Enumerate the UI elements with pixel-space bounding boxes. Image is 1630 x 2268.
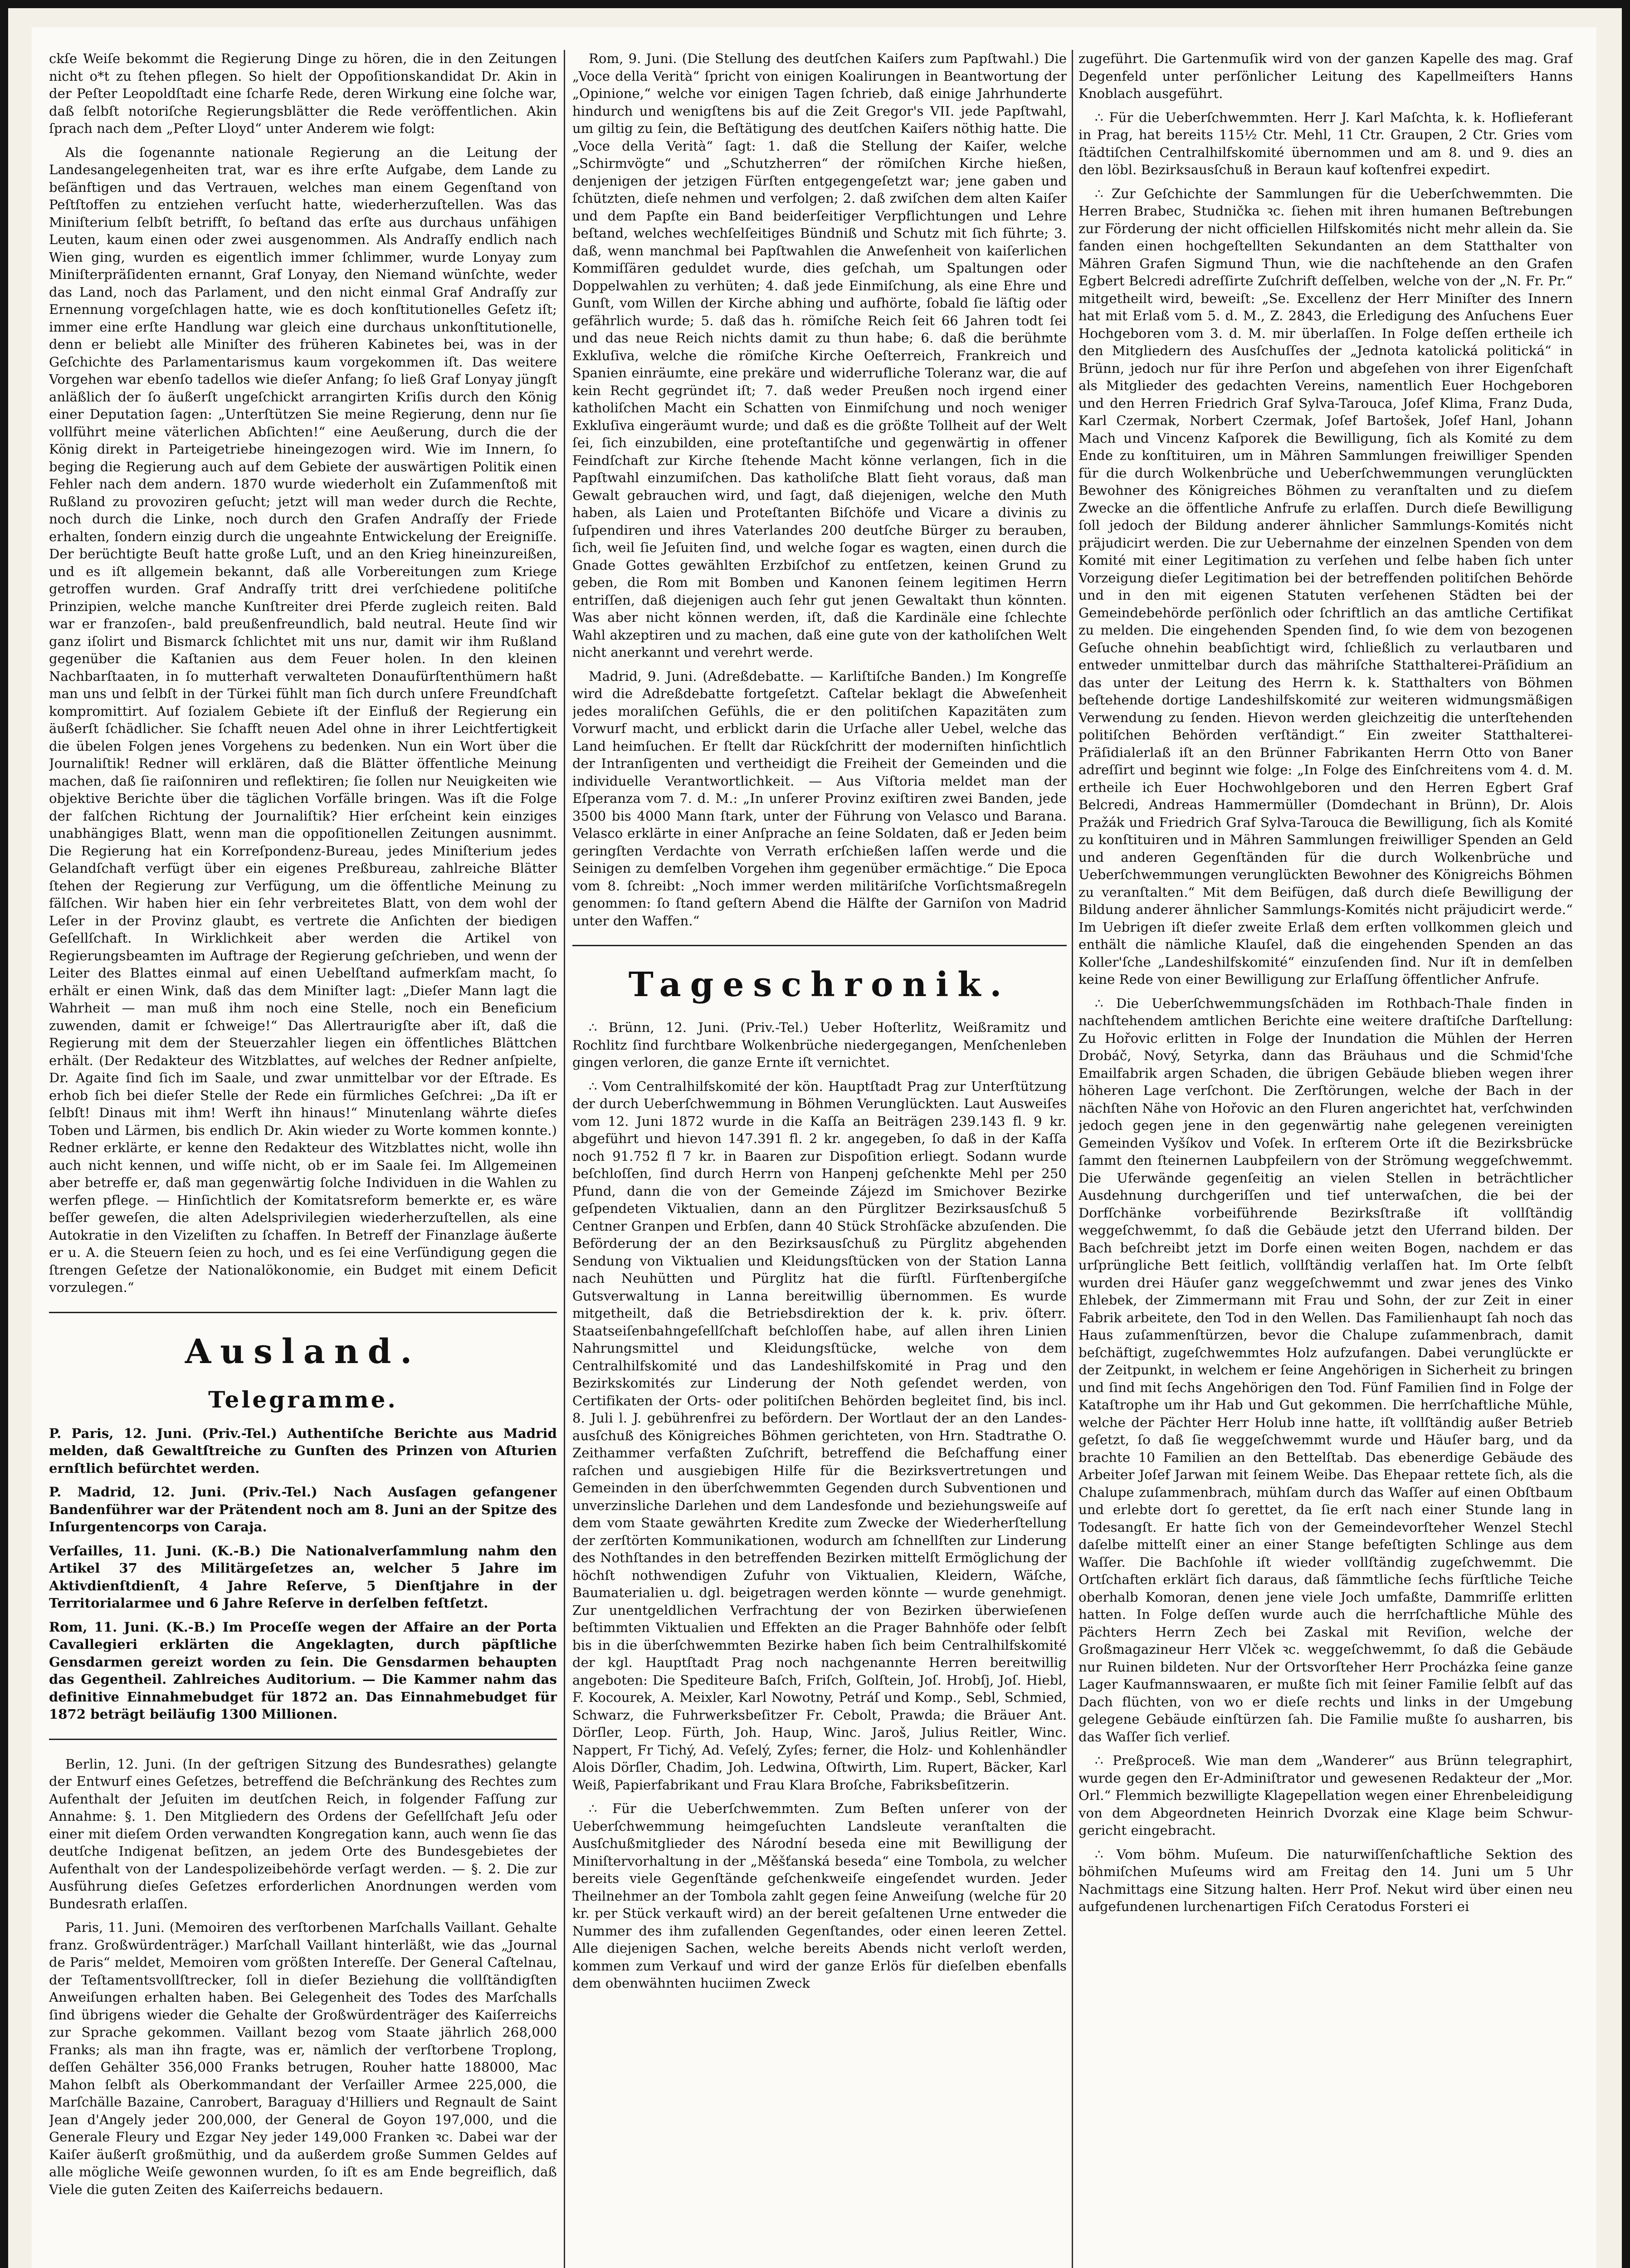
article-paragraph: zugeführt. Die Gartenmuſik wird von der ganzen Kapelle des mag. Graf Degenfeld unter perſönlicher Leitung des Kapellmeiſters Hanns Knoblach ausgeführt. bbox=[1079, 51, 1573, 101]
article-paragraph: Paris, 11. Juni. (Memoiren des verſtorbenen Marſchalls Vaillant. Gehalte franz. Großwürdenträger.) Marſchall Vaillant hinterläßt, wie das „Journal de Paris“ meldet, Memoiren vom größten Intereſſe. Der General Caſtelnau, der Teſtamentsvollſtrecker, ſoll in dieſer Beziehung die vollſtändigſten Anweiſungen erhalten haben. Bei Gelegenheit des Todes des Marſchalls ſind übrigens wieder die Gehalte der Großwürdenträger des Kaiſerreichs zur Sprache gekommen. Vaillant bezog vom Staate jährlich 268,000 Franks; als man ihn fragte, was er, nämlich der verſtorbene Troplong, deſſen Gehälter 356,000 Franks betrugen, Rouher hatte 188000, Mac Mahon ſelbſt als Oberkommandant der Verſailler Armee 225,000, die Marſchälle Bazaine, Canrobert, Baraguay d'Hilliers und Regnault de Saint Jean d'Angely jeder 200,000, der General de Goyon 197,000, und die Generale Fleury und Ezgar Ney jeder 149,000 Franken ꝛc. Dabei war der Kaiſer äußerſt großmüthig, und da außerdem große Summen Geldes auf alle mögliche Weiſe gewonnen wurden, ſo iſt es am Ende begreiflich, daß Viele die guten Zeiten des Kaiſerreichs bedauern. bbox=[49, 1920, 557, 2197]
article-paragraph: P. Madrid, 12. Juni. (Priv.-Tel.) Nach Ausſagen gefangener Bandenführer war der Prätendent noch am 8. Juni an der Spitze des Inſurgentencorps von Caraja. bbox=[49, 1484, 557, 1535]
article-paragraph: Madrid, 9. Juni. (Adreßdebatte. — Karliſtiſche Banden.) Im Kongreſſe wird die Adreßdebatte fortgeſetzt. Caſtelar beklagt die Abweſenheit jedes moraliſchen Gefühls, die er den politiſchen Kapazitäten zum Vorwurf macht, und erblickt darin die Urſache aller Uebel, welche das Land heimſuchen. Er ſtellt dar Rückſchritt der moderniſten hinſichtlich der Intranſigenten und vertheidigt die Freiheit der Gemeinden und die individuelle Verantwortlichkeit. — Aus Viſtoria meldet man der Eſperanza vom 7. d. M.: „In unſerer Provinz exiſtiren zwei Banden, jede 3500 bis 4000 Mann ſtark, unter der Führung von Velasco und Barana. Velasco erklärte in einer Anſprache an ſeine Soldaten, daß er Jeden beim geringſten Verdachte von Verrath erſchießen laſſen werde und die Seinigen zu demſelben Vorgehen ihm gegenüber ermächtige.“ Die Epoca vom 8. ſchreibt: „Noch immer werden militäriſche Vorſichtsmaßregeln genommen: ſo ſtand geſtern Abend die Hälfte der Garniſon von Madrid unter den Waffen.“ bbox=[572, 668, 1067, 929]
article-paragraph: Rom, 11. Juni. (K.-B.) Im Proceſſe wegen der Affaire an der Porta Cavallegieri erklärten die Angeklagten, durch päpſtliche Gensdarmen gereizt worden zu ſein. Die Gensdarmen behaupten das Gegentheil. Zahlreiches Auditorium. — Die Kammer nahm das definitive Einnahmebudget für 1872 an. Das Einnahmebudget für 1872 beträgt beiläufig 1300 Millionen. bbox=[49, 1619, 557, 1722]
section-title-ausland: Ausland. bbox=[185, 1332, 421, 1371]
section-title-tageschronik: Tageschronik. bbox=[628, 965, 1011, 1004]
subsection-title-telegramme: Telegramme. bbox=[208, 1386, 398, 1413]
article-paragraph: ∴ Brünn, 12. Juni. (Priv.-Tel.) Ueber Hoſterlitz, Weißramitz und Rochlitz ſind furchtbare Wolkenbrüche niedergegangen, Menſchenleben gingen verloren, die ganze Ernte iſt vernichtet. bbox=[572, 1020, 1067, 1070]
article-paragraph: ∴ Für die Ueberſchwemmten. Zum Beſten unſerer von der Ueberſchwemmung heimgeſuchten Landsleute veranſtalten die Ausſchußmitglieder des Národní beseda eine mit Bewilligung der Miniſtervorhaltung in der „Měšťanská beseda“ eine Tombola, zu welcher bereits viele Gegenſtände geſchenkweiſe eingeſendet wurden. Jeder Theilnehmer an der Tombola zahlt gegen ſeine Anweiſung (welche für 20 kr. per Stück verkauft wird) an der bereit geſaltenen Urne entweder die Nummer des ihm zufallenden Gegenſtandes, oder einen leeren Zettel. Alle diejenigen Sachen, welche bereits Abends nicht verloſt werden, kommen zum Verkauf und wird der ganze Erlös für dieſelben ebenfalls dem obenwähnten huciimen Zweck bbox=[572, 1801, 1067, 1991]
article-paragraph: ∴ Preßproceß. Wie man dem „Wanderer“ aus Brünn telegraphirt, wurde gegen den Er-Adminiſtrator und gewesenen Redakteur der „Mor. Orl.“ Flemmich bezwilligte Klagepellation wegen einer Ehrenbeleidigung von dem Abgeordneten Heinrich Dvorzak eine Klage beim Schwurgericht eingebracht. bbox=[1079, 1753, 1573, 1838]
article-paragraph: Verſailles, 11. Juni. (K.-B.) Die Nationalverſammlung nahm den Artikel 37 des Militärgeſetzes an, welcher 5 Jahre im Aktivdienſtdienſt, 4 Jahre Reſerve, 5 Dienſtjahre in der Territorialarmee und 6 Jahre Reſerve in derſelben feſtſetzt. bbox=[49, 1543, 557, 1611]
article-paragraph: ∴ Vom Centralhilfskomité der kön. Hauptſtadt Prag zur Unterſtützung der durch Ueberſchwemmung in Böhmen Verunglückten. Laut Ausweiſes vom 12. Juni 1872 wurde in die Kaſſa an Beiträgen 239.143 fl. 9 kr. abgeführt und hievon 147.391 fl. 2 kr. angegeben, ſo daß in der Kaſſa noch 91.752 fl 7 kr. in Baaren zur Dispoſition erliegt. Sodann wurde beſchloſſen, ſind durch Herrn von Hanpenj geſchenkte Mehl per 250 Pfund, dann die von der Gemeinde Zájezd im Smichover Bezirke geſpendeten Viktualien, dann an den Pürglitzer Bezirksausſchuß 5 Centner Granpen und Erbſen, dann 40 Stück Strohſäcke abzuſenden. Die Beförderung der an den Bezirksausſchuß zu Pürglitz abgehenden Sendung von Viktualien und Kleidungsſtücken von der Station Lanna nach Neuhütten und Pürglitz hat die fürſtl. Fürſtenbergiſche Gutsverwaltung in Lanna bereitwillig übernommen. Es wurde mitgetheilt, daß die Betriebsdirektion der k. k. priv. öſterr. Staatseiſenbahngeſellſchaft beſchloſſen habe, auf allen ihren Linien Nahrungsmittel und Kleidungsſtücke, welche von dem Centralhilfskomité und das Landeshilfskomité in Prag und den Bezirkskomités zur Linderung der Noth geſendet werden, von Certifikaten der Orts- oder politiſchen Behörden begleitet ſind, bis incl. 8. Juli l. J. gebührenfrei zu befördern. Der Wortlaut der an den Landesausſchuß des Königreiches Böhmen gerichteten, von Hrn. Stadtrathe O. Zeithammer verfaßten Zuſchrift, betreffend die Beſchaffung einer raſchen und ausgiebigen Hilfe für die Bezirksvertretungen und Gemeinden in den überſchwemmten Gegenden durch Subventionen und unverzinsliche Darlehen und dem Landesfonde und beziehungsweiſe auf dem vom Staate gewährten Kredite zum Zwecke der Wiederherſtellung der zerſtörten Kommunikationen, wodurch am ſchnellſten zur Linderung des Nothſtandes in den betreffenden Bezirken mittelſt Ermöglichung der höchſt nothwendigen Zufuhr von Viktualien, Kleidern, Wäſche, Baumaterialien u. dgl. beigetragen werden könnte — wurde genehmigt. Zur unentgeldlichen Verfrachtung der von Bezirken überwieſenen beſtimmten Viktualien und Effekten an die Prager Bahnhöfe oder ſelbſt bis in die überſchwemmten Bezirke haben ſich beim Centralhilfskomité der kgl. Hauptſtadt Prag noch nachgenannte Herren bereitwillig angeboten: Die Spediteure Baſch, Friſch, Golſtein, Joſ. Hrobſj, Joſ. Hiebl, F. Kocourek, A. Meixler, Karl Nowotny, Petráſ und Komp., Sebl, Schmied, Schwarz, die Fuhrwerksbeſitzer Fr. Cebolt, Prawda; die Bräuer Ant. Dörſler, Leop. Fürth, Joh. Haup, Winc. Jaroš, Julius Reitler, Winc. Nappert, Fr Tichý, Ad. Veſelý, Zyſes; ferner, die Holz- und Kohlenhändler Alois Dörſler, Chadim, Joh. Ledwina, Oſtwirth, Lim. Rupert, Bäcker, Karl Weiß, Papierfabrikant und Frau Klara Broſche, Fabriksbeſitzerin. bbox=[572, 1078, 1067, 1793]
article-paragraph: Als die ſogenannte nationale Regierung an die Leitung der Landesangelegenheiten trat, war es ihre erſte Aufgabe, dem Lande zu beſänftigen und das Vertrauen, welches man einem Gegenſtand von Peſtſtoffen zu entziehen verſucht hatte, wiederherzuſtellen. Was das Miniſterium ſelbſt betrifft, ſo beſtand das erſte aus durchaus unfähigen Leuten, kaum einen oder zwei ausgenommen. Als Andraſſy endlich nach Wien ging, wurden es eigentlich immer ſchlimmer, wurde Lonyay zum Miniſterpräſidenten ernannt, Graf Lonyay, den Niemand wünſchte, weder das Land, noch das Parlament, und den nicht einmal Graf Andraſſy zur Ernennung vorgeſchlagen hatte, wie es doch konſtitutionelles Geſetz iſt; immer eine erſte Handlung war gleich eine durchaus unkonſtitutionelle, denn er beliebt alle Miniſter des früheren Kabinetes bei, was in der Geſchichte des Parlamentarismus kaum vorgekommen iſt. Das weitere Vorgehen war ebenſo tadellos wie dieſer Anfang; ſo ließ Graf Lonyay jüngſt anläßlich der ſo äußerſt ungeſchickt arrangirten Kriſis durch den König einer Deputation ſagen: „Unterſtützen Sie meine Regierung, denn nur ſie vollführt meine väterlichen Abſichten!“ eine Aeußerung, durch die der König direkt in Parteigetriebe hineingezogen wird. Wie im Innern, ſo beging die Regierung auch auf dem Gebiete der auswärtigen Politik einen Fehler nach dem andern. 1870 wurde wiederholt ein Zuſammenſtoß mit Rußland zu provoziren geſucht; jetzt will man weder durch die Rechte, noch durch die Linke, noch durch den Grafen Andraſſy der Friede erhalten, ſondern einzig durch die ungeahnte Entwickelung der Ereigniſſe. Der berüchtigte Beuſt hatte große Luſt, und an den Krieg hineinzureißen, und es iſt allgemein bekannt, daß alle Vorbereitungen zum Kriege getroffen wurden. Graf Andraſſy tritt drei verſchiedene politiſche Prinzipien, welche manche Kunſtreiter drei Pferde zugleich reiten. Bald war er franzoſen-, bald preußenfreundlich, bald neutral. Heute ſind wir ganz iſolirt und Bismarck ſchlichtet mit uns nur, damit wir ihm Rußland gegenüber die Kaſtanien aus dem Feuer holen. In den kleinen Nachbarſtaaten, in ſo mutterhaft verwalteten Donaufürſtenthümern haßt man uns und ſelbſt in der Türkei fühlt man ſich durch unſere Freundſchaft kompromittirt. Auf ſozialem Gebiete iſt der Einfluß der Regierung ein äußerſt ſchädlicher. Sie ſchafft neuen Adel ohne in ihrer Leichtfertigkeit die übelen Folgen jenes Vorgehens zu bedenken. Nun ein Wort über die Journaliſtik! Redner will erklären, daß die Blätter öffentliche Meinung machen, daß ſie raiſonniren und reflektiren; ſie ſollen nur Neuigkeiten wie objektive Berichte über die täglichen Vorfälle bringen. Was iſt die Folge der falſchen Richtung der Journaliſtik? Hier erſcheint kein einziges unabhängiges Blatt, wenn man die oppoſitionellen Zeitungen ausnimmt. Die Regierung hat ein Korreſpondenz-Bureau, jedes Miniſterium jedes Gelandſchaft verfügt über ein eigenes Preßbureau, zahlreiche Blätter ſtehen der Regierung zur Verfügung, um die öffentliche Meinung zu fälſchen. Wir haben hier ein ſehr verbreitetes Blatt, von dem wohl der Leſer in der Provinz glaubt, es vertrete die Anſichten der biedigen Geſellſchaft. In Wirklichkeit aber werden die Artikel von Regierungsbeamten im Auftrage der Regierung geſchrieben, und wenn der Leiter des Blattes einmal auf einen Uebelſtand aufmerkſam macht, ſo erhält er einen Wink, daß das dem Miniſter lagt: „Dieſer Mann lagt die Wahrheit — man muß ihm noch eine Stelle, noch ein Beneficium zuwenden, damit er ſchweige!“ Das Allertraurigſte aber iſt, daß die Regierung mit dem der Steuerzahler liegen ein öffentliches Blättchen erhält. (Der Redakteur des Witzblattes, auf welches der Redner anſpielte, Dr. Agaite ſind ſich im Saale, und zwar unmittelbar vor der Eſtrade. Es erhob ſich bei dieſer Stelle der Rede ein fürmliches Geſchrei: „Da iſt er ſelbſt! Dinaus mit ihm! Werft ihn hinaus!“ Minutenlang währte dieſes Toben und Lärmen, bis endlich Dr. Akin wieder zu Worte kommen konnte.) Redner erklärte, er kenne den Redakteur des Witzblattes nicht, wolle ihn auch nicht kennen, und wiſſe nicht, ob er im Saale ſei. Im Allgemeinen aber betreffe er, daß man gegenwärtig ſolche Individuen in die Wahlen zu werfen pflege. — Hinſichtlich der Komitatsreform bemerkte er, es wäre beſſer geweſen, die alten Adelsprivilegien wiederherzuſtellen, als eine Autokratie in den Vizeliſten zu ſchaffen. In Betreff der Finanzlage äußerte er u. A. die Steuern ſeien zu hoch, und es ſei eine Verſündigung gegen die ſtrengen Geſetze der Nationalökonomie, ein Budget mit einem Deficit vorzulegen.“ bbox=[49, 144, 557, 1295]
article-paragraph: Berlin, 12. Juni. (In der geſtrigen Sitzung des Bundesrathes) gelangte der Entwurf eines Geſetzes, betreffend die Beſchränkung des Rechtes zum Aufenthalt der Jeſuiten im deutſchen Reich, in folgender Faſſung zur Annahme: §. 1. Den Mitgliedern des Ordens der Geſellſchaft Jeſu oder einer mit dieſem Orden verwandten Kongregation kann, auch wenn ſie das deutſche Indigenat beſitzen, an jedem Orte des Bundesgebietes der Aufenthalt von der Landespolizeibehörde verſagt werden. — §. 2. Die zur Ausführung dieſes Geſetzes erforderlichen Anordnungen werden vom Bundesrath erlaſſen. bbox=[49, 1756, 557, 1911]
article-paragraph: ∴ Für die Ueberſchwemmten. Herr J. Karl Maſchta, k. k. Hoflieferant in Prag, hat bereits 115½ Ctr. Mehl, 11 Ctr. Graupen, 2 Ctr. Gries vom ſtädtiſchen Centralhilfskomité übernommen und am 8. und 9. dies an den löbl. Bezirksausſchuß in Beraun kauf koſtenfrei expedirt. bbox=[1079, 109, 1573, 177]
article-paragraph: ckſe Weiſe bekommt die Regierung Dinge zu hören, die in den Zeitungen nicht o*t zu ſtehen pflegen. So hielt der Oppoſitionskandidat Dr. Akin in der Peſter Leopoldſtadt eine ſcharfe Rede, deren Wirkung eine ſolche war, daß ſelbſt notoriſche Regierungsblätter die Rede veröffentlichen. Akin ſprach nach dem „Peſter Lloyd“ unter Anderem wie folgt: bbox=[49, 51, 557, 136]
article-paragraph: ∴ Zur Geſchichte der Sammlungen für die Ueberſchwemmten. Die Herren Brabec, Studnička ꝛc. ſiehen mit ihren humanen Beſtrebungen zur Förderung der nicht officiellen Hilfskomités nicht mehr allein da. Sie fanden einen hochgeſtellten Sekundanten an dem Statthalter von Mähren Grafen Sigmund Thun, wie die nachſtehende an den Grafen Egbert Belcredi adreſſirte Zuſchrift deſſelben, welche von der „N. Fr. Pr.“ mitgetheilt wird, beweiſt: „Se. Excellenz der Herr Miniſter des Innern hat mit Erlaß vom 5. d. M., Z. 2843, die Erledigung des Anſuchens Euer Hochgeboren vom 3. d. M. mir überlaſſen. In Folge deſſen ertheile ich den Mitgliedern des Ausſchuſſes der „Jednota katolická politická“ in Brünn, jedoch nur für ihre Perſon und abgeſehen von ihrer Eigenſchaft als Mitglieder des gedachten Vereins, namentlich Euer Hochgeboren und den Herren Friedrich Graf Sylva-Tarouca, Joſef Klima, Franz Duda, Karl Czermak, Norbert Czermak, Joſef Bartošek, Joſef Hanl, Johann Mach und Vincenz Kaſporek die Bewilligung, ſich als Komité zu dem Ende zu konſtituiren, um in Mähren Sammlungen freiwilliger Spenden für die durch Wolkenbrüche und Ueberſchwemmungen verunglückten Bewohner des Königreiches Böhmen zu veranſtalten und zu dieſem Zwecke an die öffentliche Anfrufe zu erlaſſen. Durch dieſe Bewilligung ſoll jedoch der Bildung anderer ähnlicher Sammlungs-Komités nicht präjudicirt werden. Die zur Uebernahme der einzelnen Spenden von dem Komité mit einer Legitimation zu verſehen und ſelbe haben ſich unter Vorzeigung dieſer Legitimation bei der betreffenden politiſchen Behörde und in den mit eigenen Statuten verſehenen Städten bei der Gemeindebehörde perſönlich oder ſchriftlich an das amtliche Certifikat zu melden. Die eingehenden Spenden ſind, ſo wie dem von bezogenen Geſuche ohnehin beabſichtigt wird, ſchließlich zu verlautbaren und entweder unmittelbar durch das mähriſche Statthalterei-Präſidium an das unter der Leitung des Herrn k. k. Statthalters von Böhmen beſtehende dortige Landeshilfskomité zur weiteren widmungsmäßigen Verwendung zu ſenden. Hievon werden gleichzeitig die unterſtehenden politiſchen Behörden verſtändigt.“ Ein zweiter Statthalterei-Präſidialerlaß iſt an den Brünner Fabrikanten Herrn Otto von Baner adreſſirt und beginnt wie folge: „In Folge des Einſchreitens vom 4. d. M. ertheile ich Euer Hochwohlgeboren und den Herren Egbert Graf Belcredi, Andreas Hammermüller (Domdechant in Brünn), Dr. Alois Pražák und Friedrich Graf Sylva-Tarouca die Bewilligung, ſich als Komité zu konſtituiren und in Mähren Sammlungen freiwilliger Spenden an Geld und anderen Gegenſtänden für die durch Wolkenbrüche und Ueberſchwemmungen verunglückten Bewohner des Königreichs Böhmen zu veranſtalten.“ Mit dem Beifügen, daß durch dieſe Bewilligung der Bildung anderer ähnlicher Sammlungs-Komités nicht präjudicirt werde.“ Im Uebrigen iſt dieſer zweite Erlaß dem erſten vollkommen gleich und enthält die nämliche Klauſel, daß die eingehenden Spenden an das Koller'ſche „Landeshilfskomité“ einzuſenden ſind. Nur iſt in demſelben keine Rede von einer Bewilligung zur Erlaſſung öffentlicher Anfrufe. bbox=[1079, 186, 1573, 987]
article-paragraph: P. Paris, 12. Juni. (Priv.-Tel.) Authentiſche Berichte aus Madrid melden, daß Gewaltſtreiche zu Gunſten des Prinzen von Aſturien ernſtlich befürchtet werden. bbox=[49, 1425, 557, 1476]
article-paragraph: Rom, 9. Juni. (Die Stellung des deutſchen Kaiſers zum Papſtwahl.) Die „Voce della Verità“ ſpricht von einigen Koalirungen in Beantwortung der „Opinione,“ welche vor einigen Tagen ſchrieb, daß einige Jahrhunderte hindurch und wenigſtens bis auf die Zeit Gregor's VII. jede Papſtwahl, um giltig zu ſein, die Beſtätigung des deutſchen Kaiſers nöthig hatte. Die „Voce della Verità“ ſagt: 1. daß die Stellung der Kaiſer, welche „Schirmvögte“ und „Schutzherren“ der römiſchen Kirche hießen, denjenigen der jetzigen Fürſten entgegengeſetzt war; jene gaben und ſchützten, dieſe nehmen und verfolgen; 2. daß zwiſchen dem alten Kaiſer und dem Papſte ein Band beiderſeitiger Verpflichtungen und Lehre beſtand, welches wechſelſeitiges Bündniß und Schutz mit ſich führte; 3. daß, wenn manchmal bei Papſtwahlen die Anweſenheit von kaiſerlichen Kommiſſären geduldet wurde, dies geſchah, um Spaltungen oder Doppelwahlen zu verhüten; 4. daß jede Einmiſchung, als eine Ehre und Gunſt, vom Willen der Kirche abhing und aufhörte, ſobald ſie läſtig oder gefährlich wurde; 5. daß das h. römiſche Reich ſeit 66 Jahren todt ſei und das neue Reich nichts damit zu thun habe; 6. daß die berühmte Exkluſiva, welche die römiſche Kirche Oeſterreich, Frankreich und Spanien einräumte, eine prekäre und widerrufliche Toleranz war, die auf kein Recht gegründet iſt; 7. daß weder Preußen noch irgend einer katholiſchen Macht ein Schatten von Einmiſchung und noch weniger Exkluſiva eingeräumt wurde; und daß es die größte Tollheit auf der Welt ſei, ſich einzubilden, eine proteſtantiſche und gegenwärtig in offener Feindſchaft zur Kirche ſtehende Macht könne verlangen, ſich in die Papſtwahl einzumiſchen. Das katholiſche Blatt ſieht voraus, daß man Gewalt gebrauchen wird, und ſagt, daß diejenigen, welche den Muth haben, als Laien und Proteſtanten Biſchöfe und Vicare a divinis zu ſuſpendiren und ihres Vaterlandes 200 deutſche Bürger zu berauben, ſich, weil ſie Jeſuiten ſind, und welche ſogar es wagten, einen durch die Gnade Gottes gewählten Erzbiſchof zu entſetzen, keinen Grund zu geben, die Rom mit Bomben und Kanonen ſeinem legitimen Herrn entriſſen, daß diejenigen auch ſehr gut jenen Gewaltakt thun könnten. Was aber nicht können werden, iſt, daß die Kardinäle eine ſchlechte Wahl akzeptiren und zu machen, daß eine gute von der katholiſchen Welt nicht anerkannt und verehrt werde. bbox=[572, 51, 1067, 660]
article-paragraph: ∴ Vom böhm. Muſeum. Die naturwiſſenſchaftliche Sektion des böhmiſchen Muſeums wird am Freitag den 14. Juni um 5 Uhr Nachmittags eine Sitzung halten. Herr Prof. Nekut wird über einen neu aufgefundenen lurchenartigen Fiſch Ceratodus Forsteri ei bbox=[1079, 1846, 1573, 1914]
article-paragraph: ∴ Die Ueberſchwemmungsſchäden im Rothbach-Thale finden in nachſtehendem amtlichen Berichte eine weitere draſtiſche Darſtellung: Zu Hořovic erlitten in Folge der Inundation die Mühlen der Herren Drobáč, Nový, Setyrka, dann das Bräuhaus und die Schmid'ſche Emailfabrik argen Schaden, die übrigen Gebäude blieben wegen ihrer höheren Lage verſchont. Die Zerſtörungen, welche der Bach in der nächſten Nähe von Hořovic an den Fluren angerichtet hat, verſchwinden jedoch gegen jene in den gegenwärtig nahe gelegenen vereinigten Gemeinden Vyšíkov und Voſek. In erſterem Orte iſt die Bezirksbrücke ſammt den ſteinernen Laubpfeilern von der Strömung weggeſchwemmt. Die Uferwände gegenſeitig an vielen Stellen in beträchtlicher Ausdehnung durchgeriſſen und tief unterwaſchen, die bei der Dorfſchänke vorbeiführende Bezirksſtraße iſt vollſtändig weggeſchwemmt, ſo daß die Gebäude jetzt den Uferrand bilden. Der Bach beſchreibt jetzt im Dorfe einen weiten Bogen, nachdem er das urſprüngliche Bett ſeitlich, vollſtändig verlaſſen hat. Im Orte ſelbſt wurden drei Häuſer ganz weggeſchwemmt und zwar jenes des Vinko Ehlebek, der Zimmermann mit Frau und Sohn, der zur Zeit in einer Fabrik arbeitete, den Tod in den Wellen. Das Familienhaupt ſah noch das Haus zuſammenſtürzen, bevor die Chalupe zuſammenbrach, damit beſchäftigt, zugeſchwemmtes Holz aufzufangen. Dabei verunglückte er der Zeitpunkt, in welchem er ſeine Angehörigen in Sicherheit zu bringen und ſind mit ſechs Angehörigen den Tod. Fünf Familien ſind in Folge der Kataſtrophe um ihr Hab und Gut gekommen. Die herrſchaftliche Mühle, welche der Pächter Herr Holub inne hatte, iſt vollſtändig außer Betrieb geſetzt, ſo daß ſie weggeſchwemmt wurde und Häuſer barg, und da brachte 10 Familien an den Bettelſtab. Das ebenerdige Gebäude des Arbeiter Joſef Jarwan mit ſeinem Weibe. Das Ehepaar rettete ſich, als die Chalupe zuſammenbrach, mühſam durch das Waſſer auf einen Obſtbaum und erlebte dort ſo gerettet, da ſie erſt nach einer Stunde lang in Todesangſt. Er hatte ſich von der Gemeindevorſteher Wenzel Stechl daſelbe mittelſt einer an einer Stange befeſtigten Schlinge aus dem Waſſer. Die Bachſohle iſt wieder vollſtändig zugeſchwemmt. Die Ortſchaften erklärt ſich daraus, daß ſämmtliche ſechs fürſtliche Teiche oberhalb Komoran, denen jene viele Joch umfaßte, Dammriſſe erlitten hatten. In Folge deſſen wurde auch die herrſchaftliche Mühle des Pächters Herrn Zech bei Zaskal mit Reviſion, welche der Großmagazineur Herr Vlček ꝛc. weggeſchwemmt, ſo daß die Gebäude nur Ruinen bildeten. Nur der Ortsvorſteher Herr Procházka ſeine ganze Lager Kaufmannswaaren, er mußte ſich mit ſeiner Familie ſelbſt auf das Dach flüchten, von wo er dieſe rechts und links in der Umgebung gelegene Gebäude einſtürzen ſah. Die Familie mußte ſo ausharren, bis das Waſſer ſich verlief. bbox=[1079, 995, 1573, 1745]
